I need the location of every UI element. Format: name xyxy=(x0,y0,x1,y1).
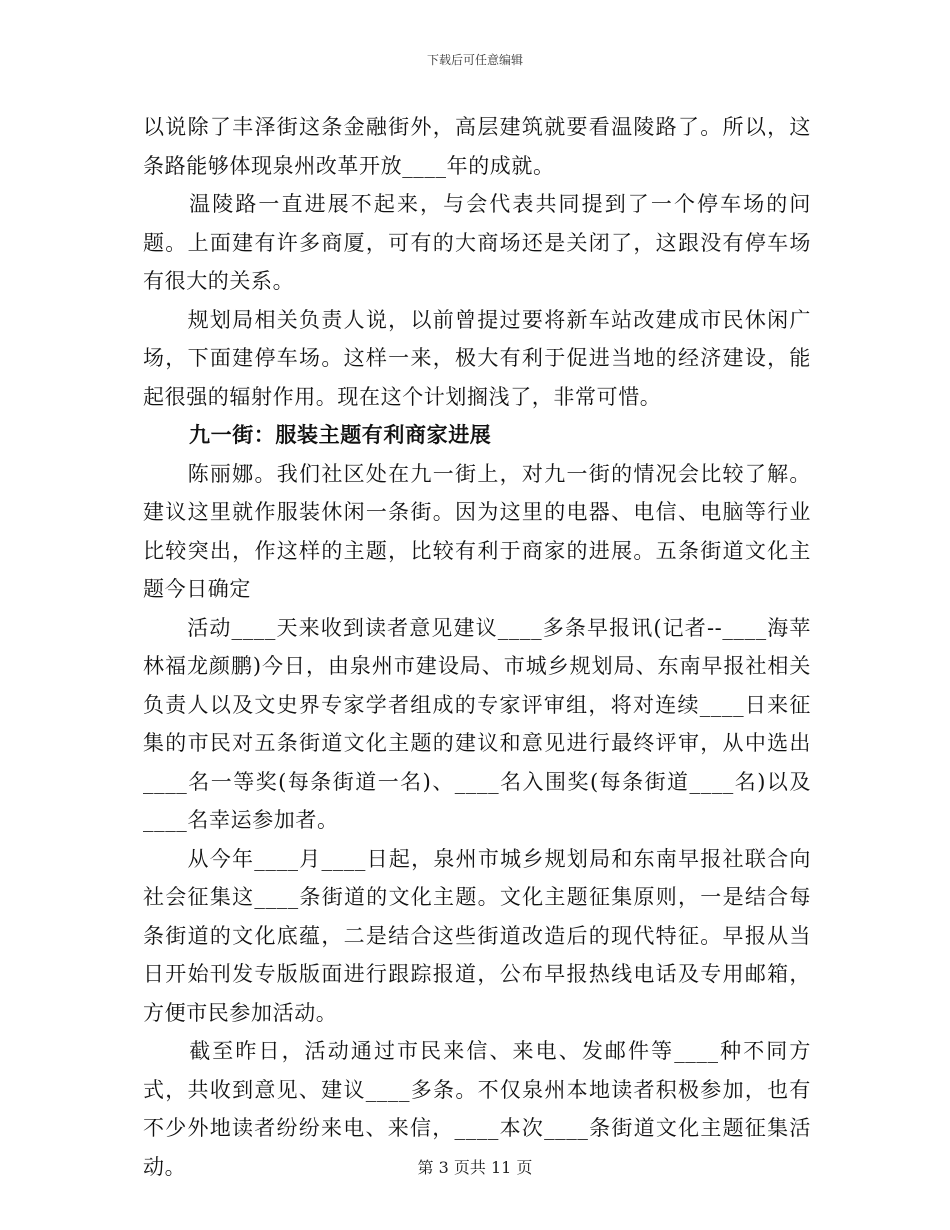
paragraph-chen-lina: 陈丽娜。我们社区处在九一街上，对九一街的情况会比较了解。建议这里就作服装休闲一条街。因为这里的电器、电信、电脑等行业比较突出，作这样的主题，比较有利于商家的进展。五条街道文化主题今日确定 xyxy=(143,461,811,601)
page-header: 下载后可任意编辑 xyxy=(426,53,523,67)
document-body xyxy=(143,108,811,1186)
section-heading-jiuyi-street: 九一街：服装主题有利商家进展 xyxy=(189,422,492,447)
paragraph-collection-principles: 从今年____月____日起，泉州市城乡规划局和东南早报社联合向社会征集这____条街道的文化主题。文化主题征集原则，一是结合每条街道的文化底蕴，二是结合这些街道改造后的现代特征。早报从当日开始刊发专版版面进行跟踪报道，公布早报热线电话及专用邮箱，方便市民参加活动。 xyxy=(143,846,811,1025)
page-number-footer: 第 3 页共 11 页 xyxy=(417,1158,533,1177)
paragraph-activity-review: 活动____天来收到读者意见建议____多条早报讯(记者--____海苹林福龙颜鹏)今日，由泉州市建设局、市城乡规划局、东南早报社相关负责人以及文史界专家学者组成的专家评审组，将对连续____日来征集的市民对五条街道文化主题的建议和意见进行最终评审，从中选出____名一等奖(每条街道一名)、____名入围奖(每条街道____名)以及____名幸运参加者。 xyxy=(143,615,811,832)
paragraph-wenling-road-intro: 以说除了丰泽街这条金融街外，高层建筑就要看温陵路了。所以，这条路能够体现泉州改革开放____年的成就。 xyxy=(143,115,811,178)
paragraph-planning-bureau: 规划局相关负责人说，以前曾提过要将新车站改建成市民休闲广场，下面建停车场。这样一来，极大有利于促进当地的经济建设，能起很强的辐射作用。现在这个计划搁浅了，非常可惜。 xyxy=(143,307,811,409)
paragraph-responses-received: 截至昨日，活动通过市民来信、来电、发邮件等____种不同方式，共收到意见、建议____多条。不仅泉州本地读者积极参加，也有不少外地读者纷纷来电、来信，____本次____条街道文化主题征集活动。 xyxy=(143,1039,811,1179)
paragraph-parking-issue: 温陵路一直进展不起来，与会代表共同提到了一个停车场的问题。上面建有许多商厦，可有的大商场还是关闭了，这跟没有停车场有很大的关系。 xyxy=(143,192,811,293)
